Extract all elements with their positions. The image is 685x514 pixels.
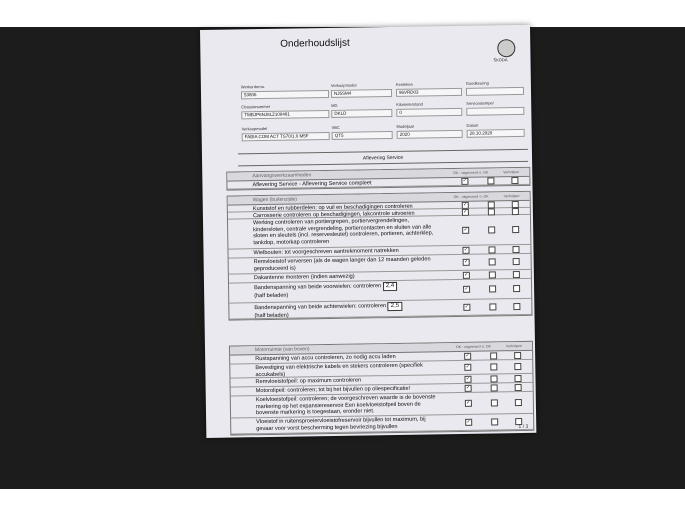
page-number: 1 / 3 <box>518 423 529 431</box>
skoda-logo-icon <box>497 39 515 57</box>
column-header: n. OK <box>481 344 491 349</box>
field-label: MG <box>331 102 338 108</box>
row-label: Aflevering Service - Aflevering Service compleet <box>252 180 372 189</box>
checked-checkbox[interactable]: ✓ <box>464 303 470 310</box>
checked-checkbox[interactable]: ✓ <box>463 208 468 215</box>
empty-checkbox[interactable] <box>490 375 497 382</box>
row-label: Rustspanning van accu controleren, zo nodig accu laden <box>255 353 396 363</box>
pressure-value: 2,4 <box>383 282 397 291</box>
row-text <box>254 256 441 272</box>
column-header: n. OK <box>479 170 489 175</box>
checked-checkbox[interactable]: ✓ <box>466 418 471 425</box>
logo-text: ŠKODA <box>493 57 508 63</box>
empty-checkbox[interactable] <box>511 177 518 184</box>
row-label: Bevestiging van elektrische kabels en stekers controleren (specifiek accukabels) <box>255 362 423 378</box>
row-label: Wielbouten: tot voorgeschreven aantrekmoment natrekken <box>253 247 399 257</box>
checklist-group <box>226 167 530 191</box>
field-value: FABIA COM ACT TS70/1.0 M5F <box>242 132 330 141</box>
row-text <box>254 281 441 299</box>
field-value <box>466 87 524 96</box>
checked-checkbox[interactable]: ✓ <box>465 352 470 359</box>
field-label: Datum <box>466 122 479 128</box>
maintenance-sheet <box>200 25 536 438</box>
field-label: Verkoopmodel <box>330 82 357 88</box>
empty-checkbox[interactable] <box>514 351 521 358</box>
row-label: Dakantenne monteren (indien aanwezig) <box>253 273 355 282</box>
checked-checkbox[interactable]: ✓ <box>463 201 468 208</box>
empty-checkbox[interactable] <box>489 285 496 292</box>
row-label: Werking controleren van portiergrepen, portiervergrendelingen, kindersloten, centrale vergrendeling, portiercontacten en sluiten van alle sloten en sleutels (incl. reservesleutel) controleren, portieren, achterklep, tankdop, motorkap controleren <box>252 217 434 246</box>
empty-checkbox[interactable] <box>491 418 498 425</box>
field-label: Chassisnummer <box>241 103 271 110</box>
row-label: Bandenspanning van beide achterwielen: controleren <box>254 303 387 312</box>
column-header: OK - uitgevoerd <box>455 344 481 350</box>
empty-checkbox[interactable] <box>513 271 520 278</box>
field-value: 96VRD03 <box>396 88 462 97</box>
checked-checkbox[interactable]: ✓ <box>463 226 468 233</box>
checked-checkbox[interactable]: ✓ <box>464 285 469 292</box>
empty-checkbox[interactable] <box>515 383 522 390</box>
empty-checkbox[interactable] <box>513 285 520 292</box>
field-label: VBC <box>331 124 340 130</box>
row-label: Remvloeistof verversen (als de wagen langer dan 12 maanden geleden geproduceerd is) <box>253 256 431 272</box>
empty-checkbox[interactable] <box>514 363 521 370</box>
row-label: Motorolipeil: controleren; tot bij het bijvullen op oliespecificatie! <box>255 385 411 395</box>
empty-checkbox[interactable] <box>488 226 495 233</box>
field-value: NJ5SM4 <box>331 89 392 98</box>
row-text <box>254 301 441 319</box>
empty-checkbox[interactable] <box>489 258 496 265</box>
checked-checkbox[interactable]: ✓ <box>466 399 471 406</box>
row-label: Koelvloeistofpeil: controleren; de voorgeschreven waarde is de bovenste markering op het expansiereservoir Een koelvloeistofpeil boven de bovenste markering is toegestaan, eronder niet. <box>255 394 436 417</box>
checked-checkbox[interactable]: ✓ <box>465 384 471 391</box>
checked-checkbox[interactable]: ✓ <box>463 246 469 253</box>
field-value <box>466 107 524 116</box>
row-text <box>253 217 440 246</box>
row-text <box>256 394 443 416</box>
column-header: n. OK <box>479 194 489 199</box>
field-label: Goedkeuring <box>465 80 489 86</box>
field-label: Werkorderno. <box>240 83 266 90</box>
checked-checkbox[interactable]: ✓ <box>464 271 469 278</box>
empty-checkbox[interactable] <box>515 399 522 406</box>
bottom-margin <box>0 489 685 514</box>
empty-checkbox[interactable] <box>512 246 519 253</box>
column-header: OK - uitgevoerd <box>453 170 478 176</box>
checklist-row <box>229 299 531 320</box>
column-header: Verholpen <box>503 194 520 199</box>
checked-checkbox[interactable]: ✓ <box>465 375 471 382</box>
column-header: Verholpen <box>505 343 522 349</box>
empty-checkbox[interactable] <box>512 226 519 233</box>
row-label: Bandenspanning van beide voorwielen: controleren <box>254 283 382 292</box>
row-note: (half beladen) <box>254 292 289 299</box>
field-value: QT5 <box>332 131 393 140</box>
empty-checkbox[interactable] <box>488 246 495 253</box>
empty-checkbox[interactable] <box>489 303 496 310</box>
pressure-value: 2,5 <box>388 302 402 311</box>
empty-checkbox[interactable] <box>489 271 496 278</box>
field-label: Verkoopmodel <box>241 125 268 132</box>
checklist-row <box>231 414 533 435</box>
field-value: 0 <box>396 108 462 117</box>
column-header: Verholpen <box>503 170 520 175</box>
group-title: Motorruimte (van boven) <box>254 346 310 354</box>
checklist-row <box>228 215 530 250</box>
checked-checkbox[interactable]: ✓ <box>465 363 470 370</box>
empty-checkbox[interactable] <box>490 352 497 359</box>
row-label: Carrosserie controleren op beschadigingen, lakcontrole uitvoeren <box>252 210 415 220</box>
document-title: Onderhoudslijst <box>280 37 350 50</box>
empty-checkbox[interactable] <box>491 384 498 391</box>
field-value: 2020 <box>397 130 463 139</box>
field-label: Modeljaar <box>396 123 415 129</box>
row-text <box>252 179 439 188</box>
row-label: Remvloeistofpeil: op maximum controleren <box>255 377 362 386</box>
field-label: Servicestempel <box>466 100 494 106</box>
section-title: Aflevering Service <box>362 154 404 162</box>
field-value: 28.10.2020 <box>467 129 525 138</box>
checked-checkbox[interactable]: ✓ <box>462 177 468 184</box>
row-label: Kunststof en rubberdelen: op vuil en beschadigingen controleren <box>252 203 413 213</box>
checked-checkbox[interactable]: ✓ <box>464 258 469 265</box>
group-title: Aanvangswerkzaamheden <box>252 172 312 180</box>
column-header: OK - uitgevoerd <box>453 194 479 200</box>
row-label: Vloeistof in ruitensproeiervloeistofreservoir bijvullen tot maximum, bij gevaar voor vorst bescherming tegen bevriezing bijvullen <box>256 416 426 432</box>
field-label: Kenteken <box>395 81 413 87</box>
empty-checkbox[interactable] <box>491 399 498 406</box>
checklist-group <box>229 341 534 436</box>
row-text <box>256 416 443 432</box>
row-note: (half beladen) <box>254 312 289 319</box>
field-value: DKLD <box>331 109 392 118</box>
field-value: TMBJP6NJ8LZ108481 <box>241 110 329 119</box>
field-label: Kilometerstand <box>396 101 423 107</box>
checklist-group <box>227 191 533 321</box>
field-value: 53806 <box>241 90 329 99</box>
group-title: Wagen (buitenzijde) <box>252 196 298 204</box>
empty-checkbox[interactable] <box>514 374 521 381</box>
empty-checkbox[interactable] <box>513 258 520 265</box>
empty-checkbox[interactable] <box>487 177 494 184</box>
empty-checkbox[interactable] <box>490 363 497 370</box>
empty-checkbox[interactable] <box>513 303 520 310</box>
